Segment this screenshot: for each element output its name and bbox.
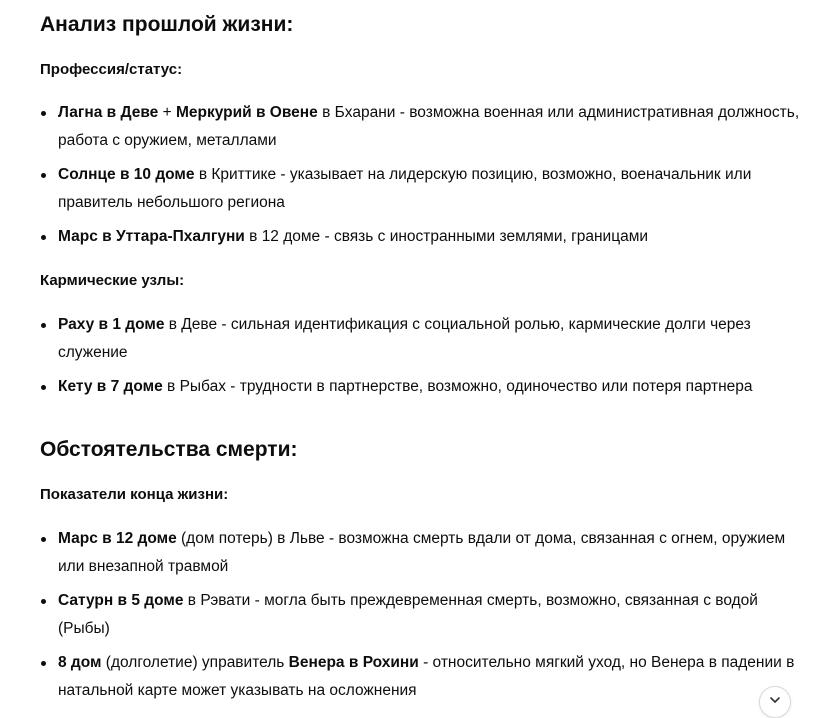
karmic-nodes-list [40, 311, 810, 401]
chevron-down-icon [768, 693, 782, 712]
section-title-death-circumstances: Обстоятельства смерти: [40, 438, 298, 461]
list-item: Кету в 7 доме в Рыбах - трудности в партнерстве, возможно, одиночество или потеря партнера [40, 373, 810, 401]
subheading-profession: Профессия/статус: [40, 61, 183, 78]
list-item: Раху в 1 доме в Деве - сильная идентификация с социальной ролью, кармические долги через служение [40, 311, 810, 367]
list-item: Марс в 12 доме (дом потерь) в Льве - возможна смерть вдали от дома, связанная с огнем, оружием или внезапной травмой [40, 525, 810, 581]
end-of-life-list [40, 525, 810, 705]
scroll-to-bottom-button[interactable] [759, 686, 791, 718]
list-item: Солнце в 10 доме в Криттике - указывает на лидерскую позицию, возможно, военачальник или правитель небольшого региона [40, 161, 810, 217]
list-item: 8 дом (долголетие) управитель Венера в Рохини - относительно мягкий уход, но Венера в падении в натальной карте может указывать на осложнения [40, 649, 810, 705]
list-item: Лагна в Деве + Меркурий в Овене в Бхарани - возможна военная или административная должность, работа с оружием, металлами [40, 99, 810, 155]
section-title-past-life: Анализ прошлой жизни: [40, 13, 294, 36]
list-item: Сатурн в 5 доме в Рэвати - могла быть преждевременная смерть, возможно, связанная с водой (Рыбы) [40, 587, 810, 643]
profession-list [40, 99, 810, 251]
subheading-end-of-life: Показатели конца жизни: [40, 486, 229, 503]
list-item: Марс в Уттара-Пхалгуни в 12 доме - связь с иностранными землями, границами [40, 223, 810, 251]
subheading-karmic-nodes: Кармические узлы: [40, 272, 185, 289]
